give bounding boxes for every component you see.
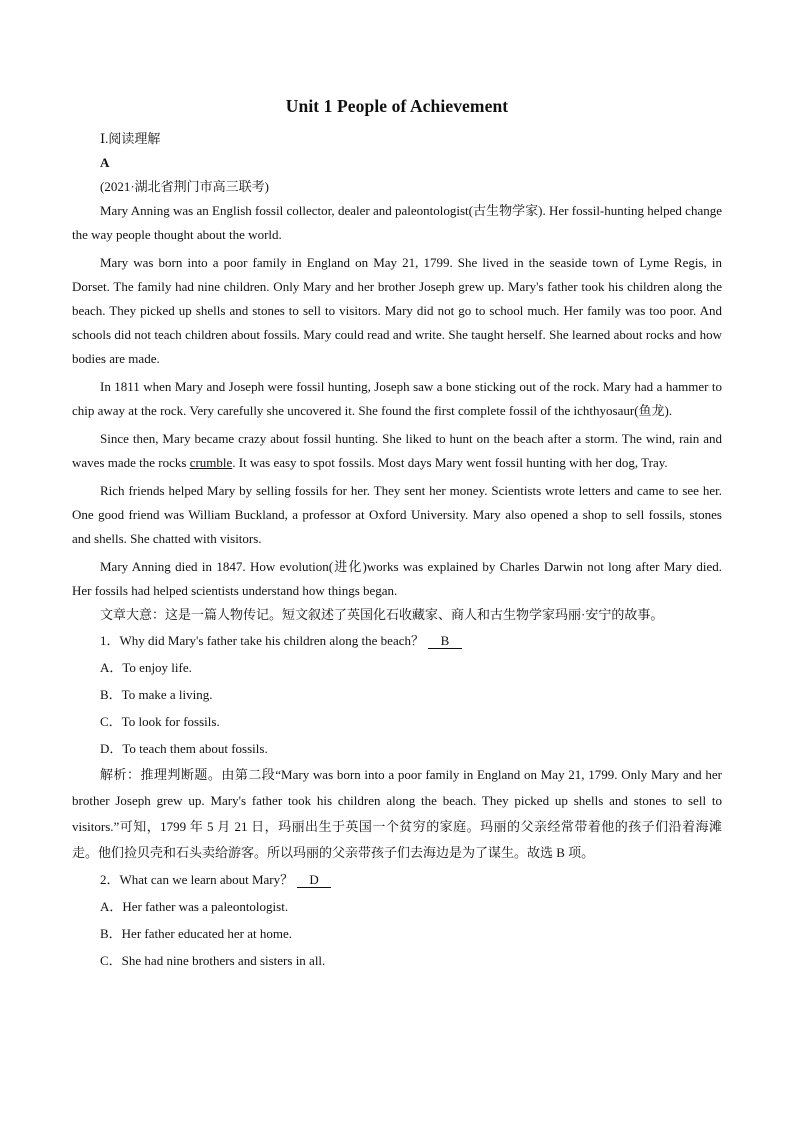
passage-label: A — [100, 155, 110, 170]
paragraph-4-text-end: . It was easy to spot fossils. Most days Mary went fossil hunting with her dog, Tray. — [232, 455, 668, 470]
question-stem — [100, 627, 722, 654]
question-explanation: 解析：推理判断题。由第二段“Mary was born into a poor family in England on May 21, 1799. Only Mary and her brother Joseph grew up. Mary's father took his children along the beach. They picked up shells and stones to sell to visitors.”可知，1799 年 5 月 21 日，玛丽出生于英国一个贫穷的家庭。玛丽的父亲经常带着他的孩子们沿着海滩走。他们捡贝壳和石头卖给游客。所以玛丽的父亲带孩子们去海边是为了谋生。故选 B 项。 — [72, 767, 722, 860]
reading-passage — [72, 199, 722, 603]
passage-summary: 文章大意：这是一篇人物传记。短文叙述了英国化石收藏家、商人和古生物学家玛丽·安宁的故事。 — [100, 607, 664, 622]
passage-paragraph-5: Rich friends helped Mary by selling fossils for her. They sent her money. Scientists wrote letters and came to see her. One good friend was William Buckland, a professor at Oxford University. Mary also opened a shop to sell fossils, stones and shells. She chatted with visitors. — [72, 483, 722, 546]
document-page — [72, 96, 722, 974]
question-2-stem-text: 2．What can we learn about Mary？ — [100, 872, 294, 887]
option-b: B．Her father educated her at home. — [100, 926, 293, 941]
underlined-word-crumble: crumble — [189, 455, 233, 470]
section-heading: Ⅰ.阅读理解 — [100, 131, 161, 146]
option-a: A．Her father was a paleontologist. — [100, 899, 289, 914]
passage-source: (2021·湖北省荆门市高三联考) — [100, 179, 269, 194]
passage-paragraph-4 — [72, 427, 722, 475]
option-c: C．She had nine brothers and sisters in all. — [100, 953, 326, 968]
question-stem — [100, 866, 722, 893]
option-c: C．To look for fossils. — [100, 714, 220, 729]
passage-paragraph-6: Mary Anning died in 1847. How evolution(进化)works was explained by Charles Darwin not long after Mary died. Her fossils had helped scientists understand how things began. — [72, 559, 722, 598]
question-1-stem-text: 1．Why did Mary's father take his children along the beach？ — [100, 633, 424, 648]
passage-paragraph-3: In 1811 when Mary and Joseph were fossil hunting, Joseph saw a bone sticking out of the rock. Mary had a hammer to chip away at the rock. Very carefully she uncovered it. She found the first complete fossil of the ichthyosaur(鱼龙). — [72, 379, 722, 418]
option-d: D．To teach them about fossils. — [100, 741, 268, 756]
option-b: B．To make a living. — [100, 687, 213, 702]
page-title: Unit 1 People of Achievement — [285, 96, 509, 116]
question-2 — [72, 866, 722, 974]
answer-blank: B — [428, 634, 462, 649]
passage-paragraph-2: Mary was born into a poor family in England on May 21, 1799. She lived in the seaside town of Lyme Regis, in Dorset. The family had nine children. Only Mary and her brother Joseph grew up. Mary's father took his children along the beach. They picked up shells and stones to sell to visitors. Mary did not go to school much. Her family was too poor. And schools did not teach children about fossils. Mary could read and write. She taught herself. She learned about rocks and how bodies are made. — [72, 255, 722, 366]
answer-blank: D — [297, 873, 331, 888]
question-1 — [72, 627, 722, 866]
passage-paragraph-1: Mary Anning was an English fossil collector, dealer and paleontologist(古生物学家). Her fossil-hunting helped change the way people thought about the world. — [72, 203, 722, 242]
option-a: A．To enjoy life. — [100, 660, 192, 675]
paragraph-4-text-start: Since then, Mary became crazy about fossil hunting. She liked to hunt on the beach after a storm. The wind, rain and waves made the rocks — [72, 431, 722, 470]
